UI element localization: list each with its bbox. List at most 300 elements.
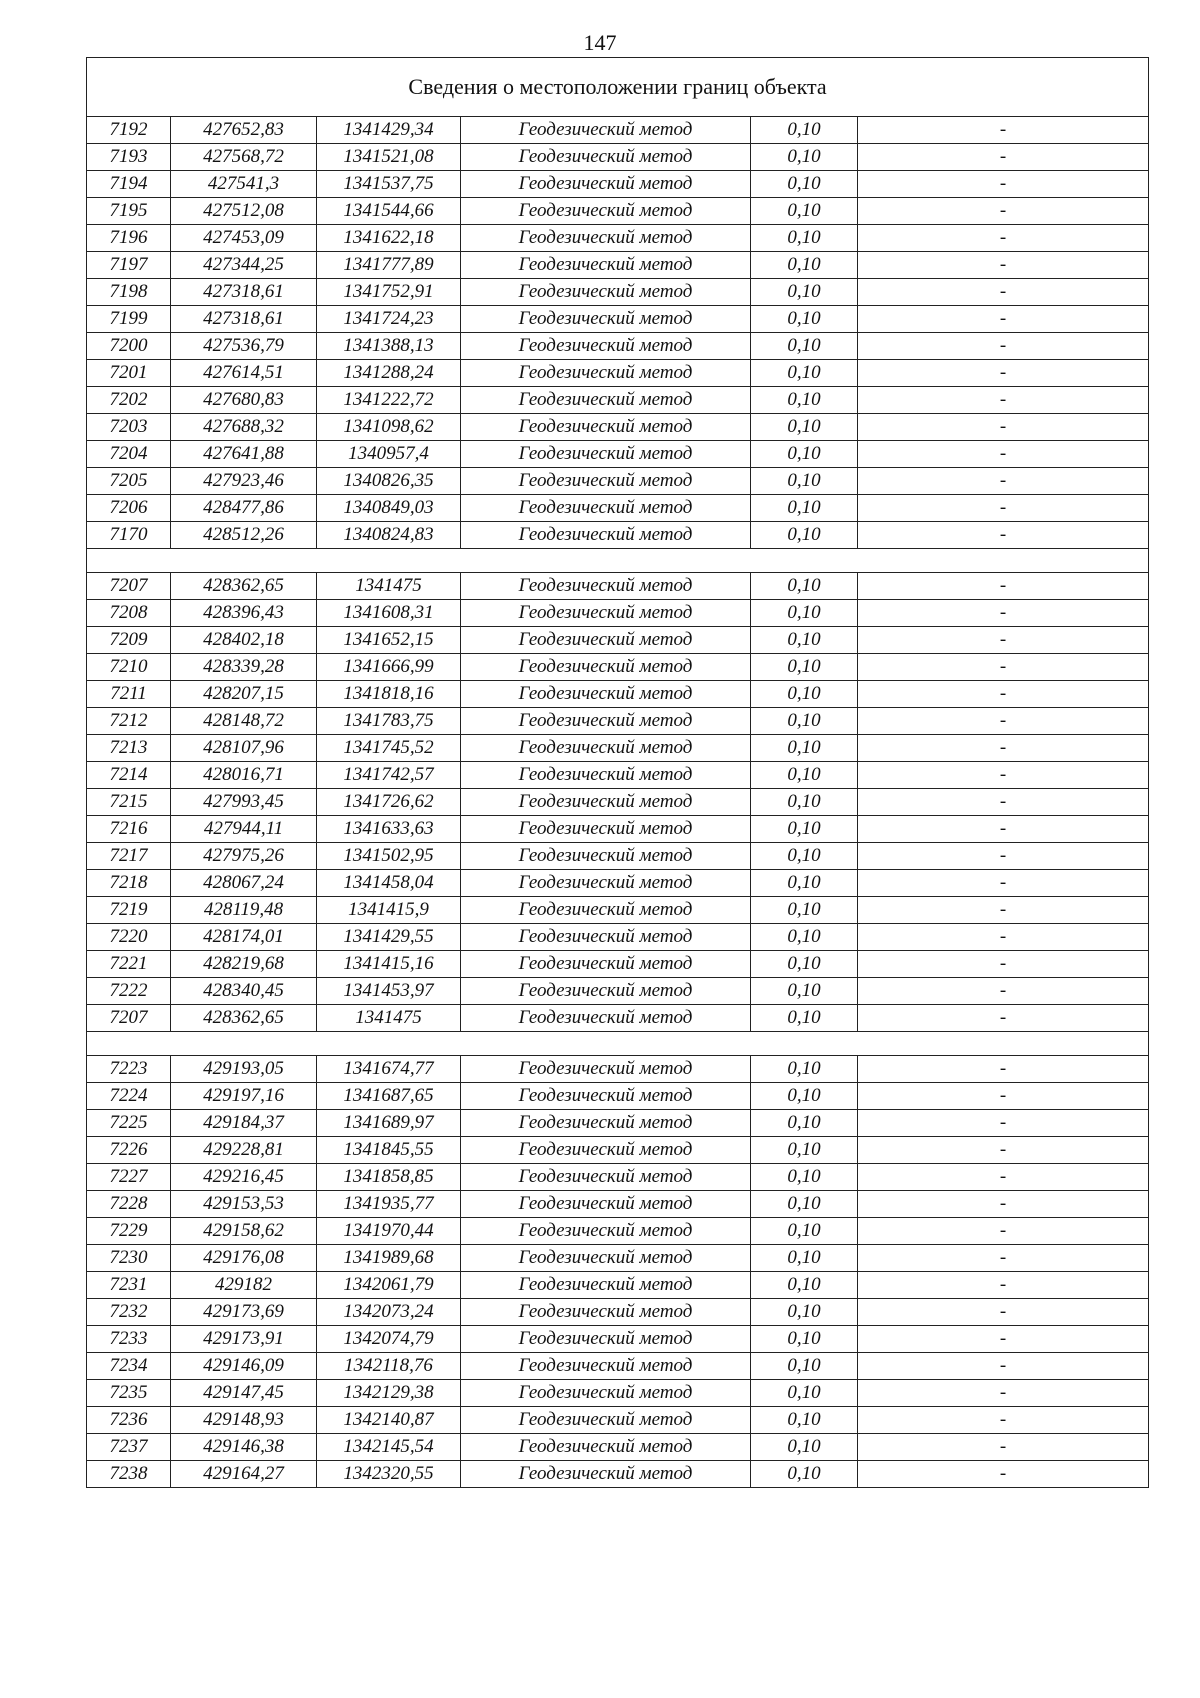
cell-point-number: 7237 xyxy=(87,1434,171,1461)
cell-description: - xyxy=(858,1407,1149,1434)
cell-accuracy: 0,10 xyxy=(751,1005,858,1032)
cell-method: Геодезический метод xyxy=(461,414,751,441)
cell-coord-y: 1341415,16 xyxy=(317,951,461,978)
cell-accuracy: 0,10 xyxy=(751,144,858,171)
cell-accuracy: 0,10 xyxy=(751,360,858,387)
table-title: Сведения о местоположении границ объекта xyxy=(87,58,1149,117)
cell-coord-y: 1341288,24 xyxy=(317,360,461,387)
cell-point-number: 7196 xyxy=(87,225,171,252)
cell-coord-x: 428148,72 xyxy=(171,708,317,735)
table-row xyxy=(87,360,1149,387)
cell-coord-x: 427512,08 xyxy=(171,198,317,225)
cell-coord-y: 1341458,04 xyxy=(317,870,461,897)
cell-coord-y: 1341845,55 xyxy=(317,1137,461,1164)
cell-accuracy: 0,10 xyxy=(751,762,858,789)
cell-description: - xyxy=(858,171,1149,198)
cell-point-number: 7234 xyxy=(87,1353,171,1380)
cell-coord-y: 1341502,95 xyxy=(317,843,461,870)
cell-point-number: 7230 xyxy=(87,1245,171,1272)
cell-accuracy: 0,10 xyxy=(751,1353,858,1380)
cell-accuracy: 0,10 xyxy=(751,654,858,681)
cell-description: - xyxy=(858,627,1149,654)
cell-point-number: 7198 xyxy=(87,279,171,306)
table-row xyxy=(87,171,1149,198)
table-row xyxy=(87,1245,1149,1272)
cell-accuracy: 0,10 xyxy=(751,1083,858,1110)
cell-description: - xyxy=(858,870,1149,897)
cell-description: - xyxy=(858,573,1149,600)
cell-coord-x: 429173,91 xyxy=(171,1326,317,1353)
table-row xyxy=(87,1434,1149,1461)
cell-accuracy: 0,10 xyxy=(751,1380,858,1407)
cell-description: - xyxy=(858,1191,1149,1218)
cell-coord-y: 1341858,85 xyxy=(317,1164,461,1191)
cell-point-number: 7232 xyxy=(87,1299,171,1326)
cell-method: Геодезический метод xyxy=(461,924,751,951)
cell-description: - xyxy=(858,1218,1149,1245)
table-row xyxy=(87,333,1149,360)
cell-coord-y: 1341098,62 xyxy=(317,414,461,441)
cell-method: Геодезический метод xyxy=(461,468,751,495)
table-row xyxy=(87,495,1149,522)
cell-description: - xyxy=(858,144,1149,171)
cell-coord-x: 428402,18 xyxy=(171,627,317,654)
cell-point-number: 7204 xyxy=(87,441,171,468)
cell-coord-y: 1341777,89 xyxy=(317,252,461,279)
cell-method: Геодезический метод xyxy=(461,762,751,789)
cell-point-number: 7170 xyxy=(87,522,171,549)
cell-point-number: 7227 xyxy=(87,1164,171,1191)
cell-coord-y: 1341453,97 xyxy=(317,978,461,1005)
cell-coord-y: 1341475 xyxy=(317,1005,461,1032)
cell-point-number: 7208 xyxy=(87,600,171,627)
cell-coord-x: 428219,68 xyxy=(171,951,317,978)
cell-description: - xyxy=(858,468,1149,495)
cell-method: Геодезический метод xyxy=(461,333,751,360)
cell-accuracy: 0,10 xyxy=(751,600,858,627)
cell-accuracy: 0,10 xyxy=(751,1137,858,1164)
cell-accuracy: 0,10 xyxy=(751,573,858,600)
cell-description: - xyxy=(858,762,1149,789)
cell-accuracy: 0,10 xyxy=(751,198,858,225)
cell-description: - xyxy=(858,495,1149,522)
cell-method: Геодезический метод xyxy=(461,1380,751,1407)
cell-description: - xyxy=(858,198,1149,225)
cell-coord-y: 1341622,18 xyxy=(317,225,461,252)
cell-point-number: 7217 xyxy=(87,843,171,870)
cell-coord-x: 429158,62 xyxy=(171,1218,317,1245)
table-row xyxy=(87,870,1149,897)
cell-accuracy: 0,10 xyxy=(751,1326,858,1353)
cell-method: Геодезический метод xyxy=(461,573,751,600)
table-row xyxy=(87,1005,1149,1032)
table-row xyxy=(87,924,1149,951)
table-row xyxy=(87,1110,1149,1137)
cell-accuracy: 0,10 xyxy=(751,387,858,414)
cell-method: Геодезический метод xyxy=(461,225,751,252)
cell-coord-x: 427614,51 xyxy=(171,360,317,387)
table-body xyxy=(87,58,1149,1488)
cell-point-number: 7235 xyxy=(87,1380,171,1407)
cell-coord-x: 427453,09 xyxy=(171,225,317,252)
cell-description: - xyxy=(858,1137,1149,1164)
cell-description: - xyxy=(858,522,1149,549)
cell-method: Геодезический метод xyxy=(461,441,751,468)
cell-description: - xyxy=(858,1056,1149,1083)
cell-method: Геодезический метод xyxy=(461,1353,751,1380)
cell-coord-y: 1341724,23 xyxy=(317,306,461,333)
cell-method: Геодезический метод xyxy=(461,708,751,735)
cell-coord-x: 429153,53 xyxy=(171,1191,317,1218)
cell-coord-y: 1342320,55 xyxy=(317,1461,461,1488)
cell-description: - xyxy=(858,654,1149,681)
table-row xyxy=(87,978,1149,1005)
cell-method: Геодезический метод xyxy=(461,654,751,681)
cell-coord-y: 1342129,38 xyxy=(317,1380,461,1407)
cell-accuracy: 0,10 xyxy=(751,708,858,735)
cell-method: Геодезический метод xyxy=(461,951,751,978)
cell-method: Геодезический метод xyxy=(461,117,751,144)
cell-method: Геодезический метод xyxy=(461,1272,751,1299)
cell-accuracy: 0,10 xyxy=(751,789,858,816)
cell-accuracy: 0,10 xyxy=(751,522,858,549)
cell-method: Геодезический метод xyxy=(461,816,751,843)
cell-accuracy: 0,10 xyxy=(751,1245,858,1272)
cell-coord-x: 427541,3 xyxy=(171,171,317,198)
cell-coord-y: 1341429,55 xyxy=(317,924,461,951)
cell-point-number: 7233 xyxy=(87,1326,171,1353)
cell-method: Геодезический метод xyxy=(461,198,751,225)
cell-accuracy: 0,10 xyxy=(751,681,858,708)
cell-coord-x: 429228,81 xyxy=(171,1137,317,1164)
cell-coord-x: 427944,11 xyxy=(171,816,317,843)
cell-point-number: 7221 xyxy=(87,951,171,978)
cell-point-number: 7231 xyxy=(87,1272,171,1299)
page-number: 147 xyxy=(583,30,617,55)
cell-description: - xyxy=(858,1380,1149,1407)
cell-description: - xyxy=(858,1326,1149,1353)
cell-coord-x: 428362,65 xyxy=(171,1005,317,1032)
cell-coord-x: 427680,83 xyxy=(171,387,317,414)
cell-point-number: 7210 xyxy=(87,654,171,681)
cell-coord-x: 429216,45 xyxy=(171,1164,317,1191)
cell-accuracy: 0,10 xyxy=(751,1056,858,1083)
cell-point-number: 7216 xyxy=(87,816,171,843)
cell-point-number: 7225 xyxy=(87,1110,171,1137)
cell-method: Геодезический метод xyxy=(461,1164,751,1191)
cell-method: Геодезический метод xyxy=(461,1407,751,1434)
cell-coord-x: 429176,08 xyxy=(171,1245,317,1272)
cell-coord-y: 1341633,63 xyxy=(317,816,461,843)
table-row xyxy=(87,1380,1149,1407)
cell-coord-y: 1341608,31 xyxy=(317,600,461,627)
table-row xyxy=(87,1326,1149,1353)
table-row xyxy=(87,1191,1149,1218)
cell-accuracy: 0,10 xyxy=(751,978,858,1005)
cell-point-number: 7207 xyxy=(87,573,171,600)
cell-coord-y: 1341989,68 xyxy=(317,1245,461,1272)
cell-accuracy: 0,10 xyxy=(751,1299,858,1326)
cell-point-number: 7200 xyxy=(87,333,171,360)
cell-coord-y: 1340957,4 xyxy=(317,441,461,468)
cell-method: Геодезический метод xyxy=(461,627,751,654)
cell-method: Геодезический метод xyxy=(461,1434,751,1461)
cell-coord-y: 1341783,75 xyxy=(317,708,461,735)
table-row xyxy=(87,1137,1149,1164)
cell-description: - xyxy=(858,360,1149,387)
table-row xyxy=(87,951,1149,978)
cell-coord-x: 427923,46 xyxy=(171,468,317,495)
cell-description: - xyxy=(858,978,1149,1005)
cell-point-number: 7193 xyxy=(87,144,171,171)
cell-coord-y: 1341970,44 xyxy=(317,1218,461,1245)
table-row xyxy=(87,1353,1149,1380)
group-separator-cell xyxy=(87,549,1149,573)
cell-accuracy: 0,10 xyxy=(751,1191,858,1218)
cell-point-number: 7213 xyxy=(87,735,171,762)
cell-description: - xyxy=(858,924,1149,951)
cell-description: - xyxy=(858,414,1149,441)
cell-point-number: 7206 xyxy=(87,495,171,522)
cell-coord-y: 1341742,57 xyxy=(317,762,461,789)
cell-description: - xyxy=(858,735,1149,762)
cell-description: - xyxy=(858,1461,1149,1488)
cell-accuracy: 0,10 xyxy=(751,306,858,333)
cell-coord-y: 1341475 xyxy=(317,573,461,600)
cell-coord-x: 427344,25 xyxy=(171,252,317,279)
cell-accuracy: 0,10 xyxy=(751,1164,858,1191)
cell-coord-y: 1340826,35 xyxy=(317,468,461,495)
table-row xyxy=(87,522,1149,549)
cell-description: - xyxy=(858,1164,1149,1191)
cell-description: - xyxy=(858,441,1149,468)
table-row xyxy=(87,1407,1149,1434)
cell-coord-y: 1341388,13 xyxy=(317,333,461,360)
cell-method: Геодезический метод xyxy=(461,306,751,333)
cell-point-number: 7215 xyxy=(87,789,171,816)
cell-point-number: 7212 xyxy=(87,708,171,735)
cell-coord-x: 429146,09 xyxy=(171,1353,317,1380)
cell-coord-x: 428016,71 xyxy=(171,762,317,789)
table-row xyxy=(87,117,1149,144)
cell-method: Геодезический метод xyxy=(461,387,751,414)
cell-coord-x: 427568,72 xyxy=(171,144,317,171)
cell-method: Геодезический метод xyxy=(461,360,751,387)
cell-accuracy: 0,10 xyxy=(751,171,858,198)
cell-coord-x: 429193,05 xyxy=(171,1056,317,1083)
cell-coord-x: 429184,37 xyxy=(171,1110,317,1137)
table-row xyxy=(87,654,1149,681)
cell-description: - xyxy=(858,252,1149,279)
cell-method: Геодезический метод xyxy=(461,600,751,627)
table-row xyxy=(87,414,1149,441)
cell-point-number: 7229 xyxy=(87,1218,171,1245)
cell-coord-x: 429197,16 xyxy=(171,1083,317,1110)
cell-description: - xyxy=(858,1353,1149,1380)
table-row xyxy=(87,897,1149,924)
cell-point-number: 7207 xyxy=(87,1005,171,1032)
cell-coord-y: 1340849,03 xyxy=(317,495,461,522)
cell-coord-x: 428067,24 xyxy=(171,870,317,897)
cell-point-number: 7195 xyxy=(87,198,171,225)
table-row xyxy=(87,735,1149,762)
cell-method: Геодезический метод xyxy=(461,681,751,708)
cell-coord-y: 1341745,52 xyxy=(317,735,461,762)
cell-accuracy: 0,10 xyxy=(751,1272,858,1299)
cell-accuracy: 0,10 xyxy=(751,1110,858,1137)
cell-accuracy: 0,10 xyxy=(751,627,858,654)
cell-point-number: 7194 xyxy=(87,171,171,198)
table-row xyxy=(87,144,1149,171)
table-row xyxy=(87,1164,1149,1191)
cell-description: - xyxy=(858,897,1149,924)
cell-method: Геодезический метод xyxy=(461,843,751,870)
cell-coord-x: 427536,79 xyxy=(171,333,317,360)
cell-accuracy: 0,10 xyxy=(751,468,858,495)
cell-method: Геодезический метод xyxy=(461,1245,751,1272)
table-row xyxy=(87,1218,1149,1245)
cell-point-number: 7222 xyxy=(87,978,171,1005)
cell-coord-y: 1341652,15 xyxy=(317,627,461,654)
cell-accuracy: 0,10 xyxy=(751,843,858,870)
cell-accuracy: 0,10 xyxy=(751,441,858,468)
cell-method: Геодезический метод xyxy=(461,279,751,306)
cell-coord-y: 1341752,91 xyxy=(317,279,461,306)
cell-description: - xyxy=(858,225,1149,252)
cell-method: Геодезический метод xyxy=(461,171,751,198)
cell-method: Геодезический метод xyxy=(461,522,751,549)
cell-coord-x: 427993,45 xyxy=(171,789,317,816)
cell-coord-x: 427688,32 xyxy=(171,414,317,441)
cell-method: Геодезический метод xyxy=(461,495,751,522)
cell-coord-x: 428512,26 xyxy=(171,522,317,549)
cell-description: - xyxy=(858,387,1149,414)
cell-point-number: 7203 xyxy=(87,414,171,441)
cell-coord-x: 427652,83 xyxy=(171,117,317,144)
cell-point-number: 7223 xyxy=(87,1056,171,1083)
cell-point-number: 7224 xyxy=(87,1083,171,1110)
cell-point-number: 7226 xyxy=(87,1137,171,1164)
cell-coord-x: 427318,61 xyxy=(171,306,317,333)
table-row xyxy=(87,1083,1149,1110)
table-row xyxy=(87,198,1149,225)
cell-coord-y: 1341429,34 xyxy=(317,117,461,144)
cell-method: Геодезический метод xyxy=(461,1218,751,1245)
cell-method: Геодезический метод xyxy=(461,1110,751,1137)
cell-coord-x: 429164,27 xyxy=(171,1461,317,1488)
cell-point-number: 7219 xyxy=(87,897,171,924)
cell-description: - xyxy=(858,117,1149,144)
cell-method: Геодезический метод xyxy=(461,1083,751,1110)
cell-accuracy: 0,10 xyxy=(751,279,858,306)
table-row xyxy=(87,627,1149,654)
table-row xyxy=(87,708,1149,735)
cell-method: Геодезический метод xyxy=(461,1056,751,1083)
cell-method: Геодезический метод xyxy=(461,252,751,279)
table-row xyxy=(87,573,1149,600)
cell-method: Геодезический метод xyxy=(461,897,751,924)
cell-description: - xyxy=(858,951,1149,978)
table-row xyxy=(87,600,1149,627)
table-row xyxy=(87,279,1149,306)
cell-point-number: 7205 xyxy=(87,468,171,495)
cell-description: - xyxy=(858,600,1149,627)
cell-point-number: 7202 xyxy=(87,387,171,414)
table-row xyxy=(87,441,1149,468)
cell-description: - xyxy=(858,1083,1149,1110)
boundary-coordinates-table xyxy=(86,57,1149,1488)
cell-point-number: 7218 xyxy=(87,870,171,897)
cell-coord-x: 428207,15 xyxy=(171,681,317,708)
cell-coord-y: 1341222,72 xyxy=(317,387,461,414)
table-row xyxy=(87,843,1149,870)
cell-coord-y: 1342074,79 xyxy=(317,1326,461,1353)
cell-coord-y: 1341726,62 xyxy=(317,789,461,816)
cell-coord-y: 1341415,9 xyxy=(317,897,461,924)
cell-coord-y: 1342118,76 xyxy=(317,1353,461,1380)
cell-coord-x: 427975,26 xyxy=(171,843,317,870)
cell-method: Геодезический метод xyxy=(461,735,751,762)
cell-accuracy: 0,10 xyxy=(751,1407,858,1434)
cell-coord-y: 1341544,66 xyxy=(317,198,461,225)
table-title-row xyxy=(87,58,1149,117)
cell-coord-x: 428174,01 xyxy=(171,924,317,951)
cell-coord-y: 1342145,54 xyxy=(317,1434,461,1461)
cell-coord-x: 427641,88 xyxy=(171,441,317,468)
cell-coord-y: 1342140,87 xyxy=(317,1407,461,1434)
cell-accuracy: 0,10 xyxy=(751,951,858,978)
cell-method: Геодезический метод xyxy=(461,1005,751,1032)
table-row xyxy=(87,252,1149,279)
cell-point-number: 7220 xyxy=(87,924,171,951)
cell-coord-x: 428396,43 xyxy=(171,600,317,627)
cell-coord-y: 1341521,08 xyxy=(317,144,461,171)
cell-coord-x: 428340,45 xyxy=(171,978,317,1005)
cell-point-number: 7236 xyxy=(87,1407,171,1434)
cell-description: - xyxy=(858,681,1149,708)
table-row xyxy=(87,1272,1149,1299)
cell-coord-y: 1340824,83 xyxy=(317,522,461,549)
cell-coord-x: 429173,69 xyxy=(171,1299,317,1326)
cell-method: Геодезический метод xyxy=(461,1191,751,1218)
cell-coord-x: 428362,65 xyxy=(171,573,317,600)
cell-description: - xyxy=(858,843,1149,870)
cell-accuracy: 0,10 xyxy=(751,1218,858,1245)
cell-accuracy: 0,10 xyxy=(751,924,858,951)
cell-accuracy: 0,10 xyxy=(751,1434,858,1461)
cell-point-number: 7201 xyxy=(87,360,171,387)
cell-description: - xyxy=(858,1245,1149,1272)
cell-description: - xyxy=(858,1272,1149,1299)
cell-accuracy: 0,10 xyxy=(751,117,858,144)
cell-accuracy: 0,10 xyxy=(751,495,858,522)
cell-method: Геодезический метод xyxy=(461,1326,751,1353)
cell-coord-y: 1342061,79 xyxy=(317,1272,461,1299)
cell-method: Геодезический метод xyxy=(461,144,751,171)
cell-coord-y: 1342073,24 xyxy=(317,1299,461,1326)
cell-description: - xyxy=(858,708,1149,735)
cell-point-number: 7211 xyxy=(87,681,171,708)
table-row xyxy=(87,468,1149,495)
cell-accuracy: 0,10 xyxy=(751,816,858,843)
cell-coord-y: 1341687,65 xyxy=(317,1083,461,1110)
cell-description: - xyxy=(858,1299,1149,1326)
cell-coord-x: 429182 xyxy=(171,1272,317,1299)
cell-description: - xyxy=(858,279,1149,306)
cell-method: Геодезический метод xyxy=(461,870,751,897)
cell-coord-x: 428107,96 xyxy=(171,735,317,762)
table-row xyxy=(87,387,1149,414)
